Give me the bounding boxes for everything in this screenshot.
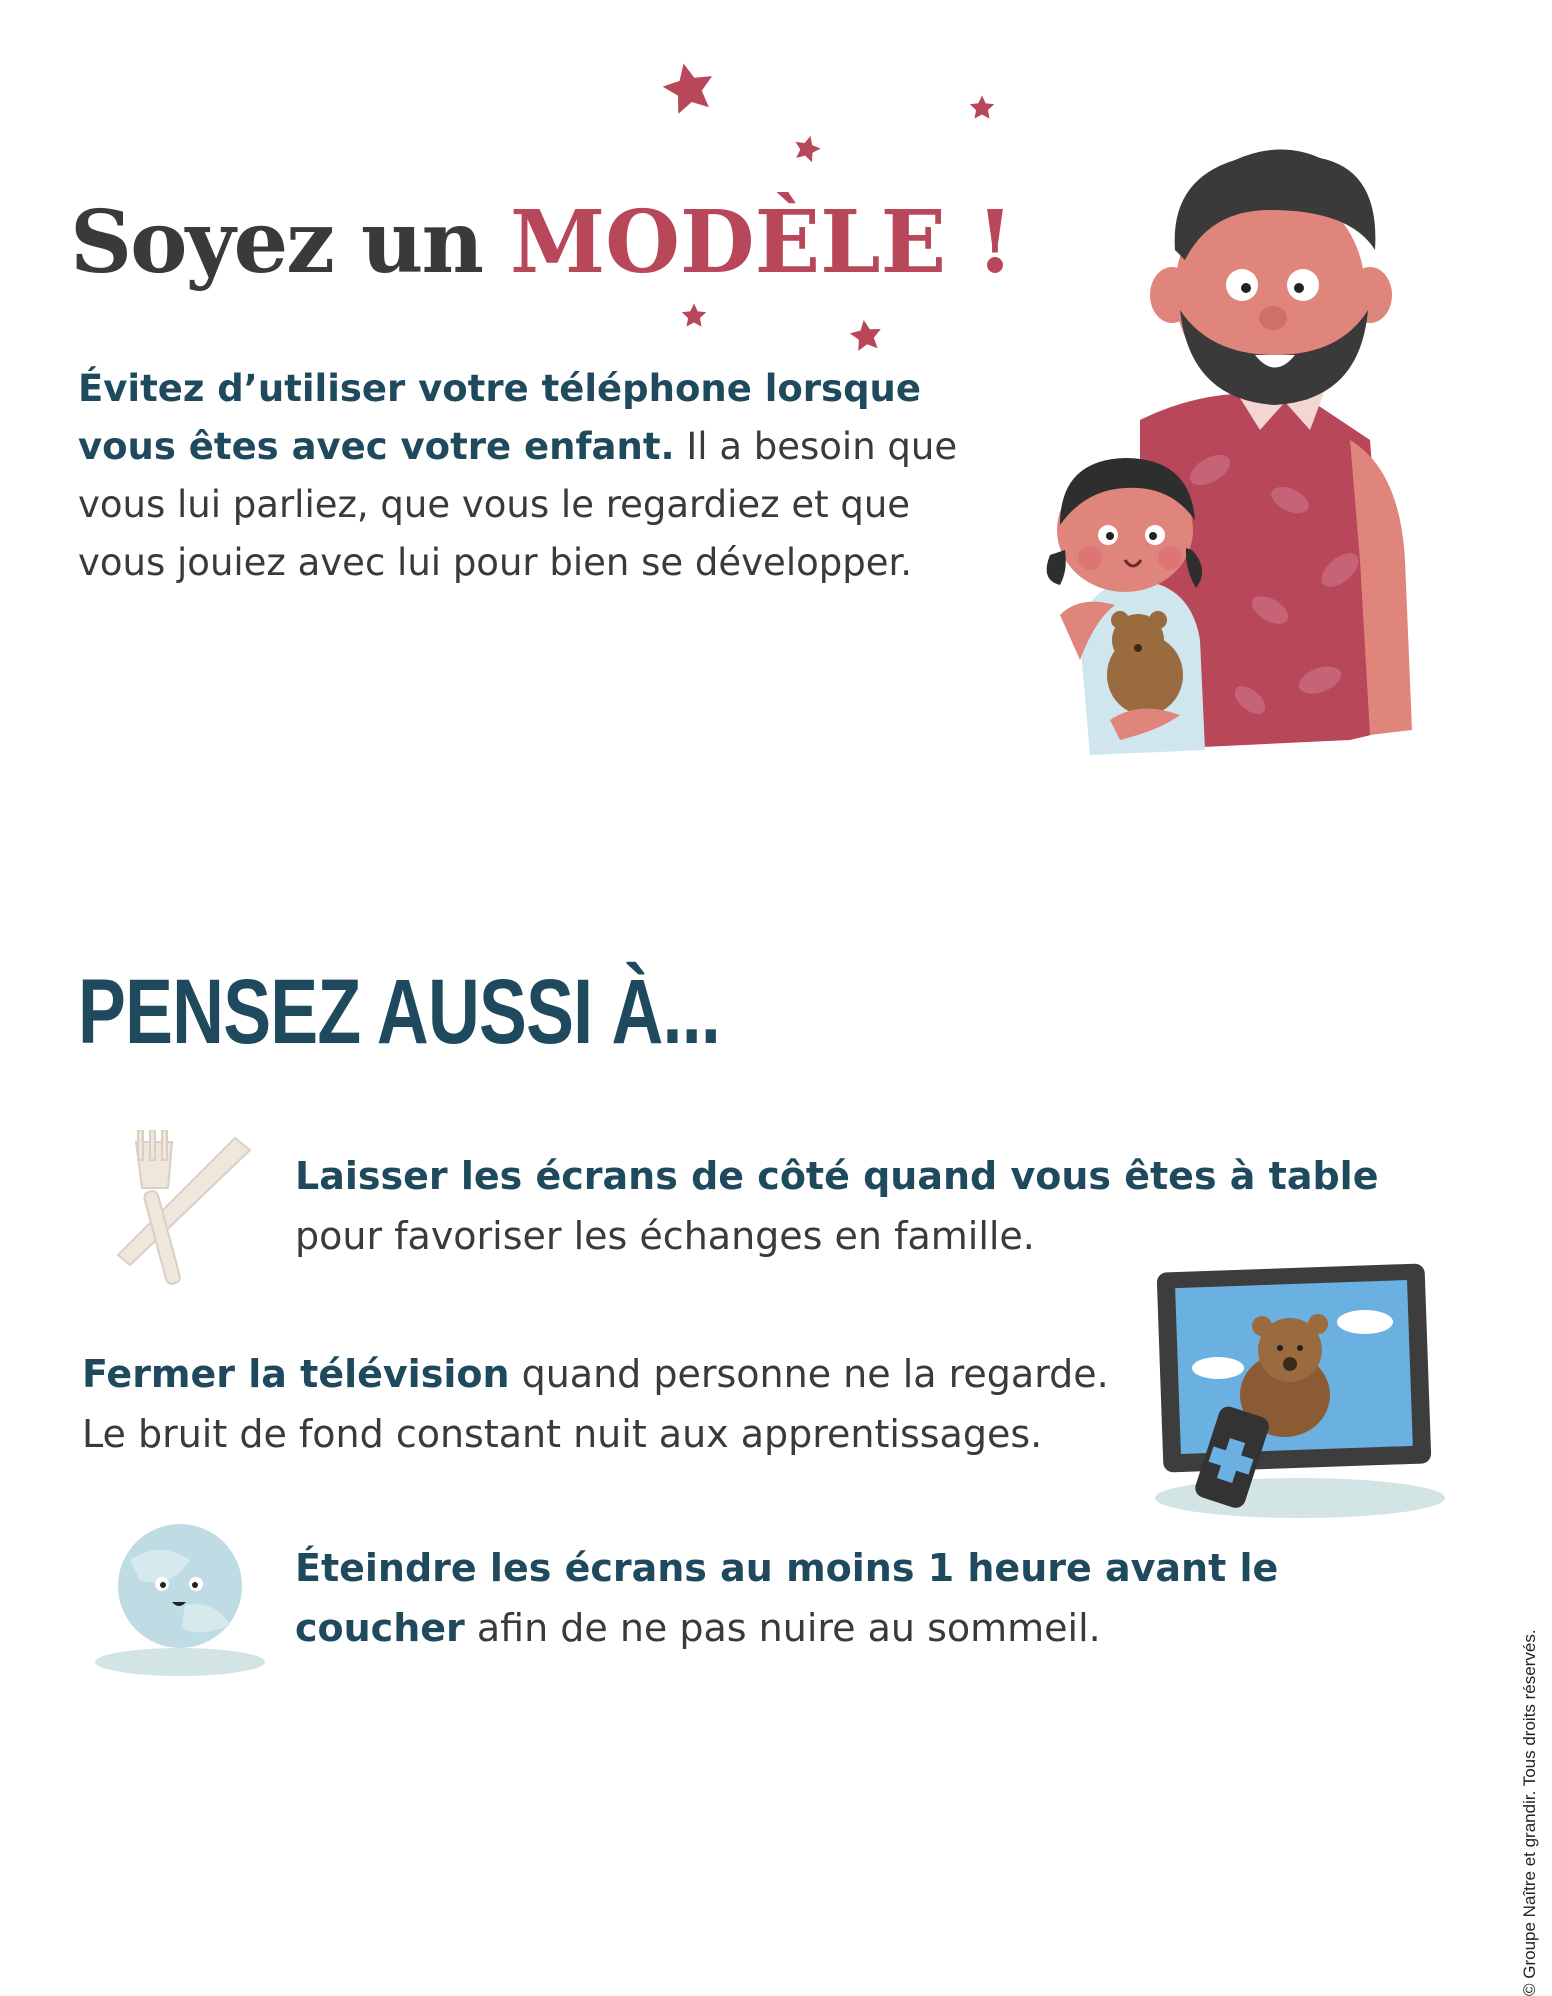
tip-text: afin de ne pas nuire au sommeil. (476, 1606, 1101, 1650)
tip-item-television (82, 1344, 1122, 1464)
tip-text: quand personne ne la regarde. Le bruit de fond constant nuit aux apprentissages. (82, 1352, 1109, 1456)
tip-bold: Fermer la télévision (82, 1352, 510, 1396)
page-title (70, 192, 1014, 293)
star-icon (680, 302, 708, 330)
section-heading: PENSEZ AUSSI À... (78, 961, 721, 1063)
moon-icon (90, 1520, 270, 1680)
father-child-illustration (1020, 140, 1440, 770)
title-part-1: Soyez un (70, 192, 482, 293)
title-part-2-model: MODÈLE ! (509, 192, 1014, 293)
tip-item-bedtime (295, 1538, 1295, 1658)
star-icon (968, 94, 996, 122)
intro-bold-text: Évitez d’utiliser votre téléphone lorsque vous êtes avec votre enfant. (78, 367, 921, 468)
intro-body-text: Il a besoin que vous lui parliez, que vous le regardiez et que vous jouiez avec lui pour bien se développer. (78, 425, 958, 584)
television-icon (1140, 1260, 1450, 1530)
star-icon (848, 318, 884, 354)
tip-bold: Laisser les écrans de côté quand vous êtes à table (295, 1154, 1379, 1198)
copyright-notice: © Groupe Naître et grandir. Tous droits réservés. (1520, 1629, 1539, 1996)
cutlery-icon (100, 1130, 265, 1285)
tip-bold: Éteindre les écrans au moins 1 heure avant le coucher (295, 1546, 1279, 1650)
star-icon (660, 60, 718, 118)
intro-paragraph (78, 360, 978, 592)
tip-item-table (295, 1146, 1415, 1266)
star-icon (792, 134, 822, 164)
tip-text: pour favoriser les échanges en famille. (295, 1214, 1035, 1258)
